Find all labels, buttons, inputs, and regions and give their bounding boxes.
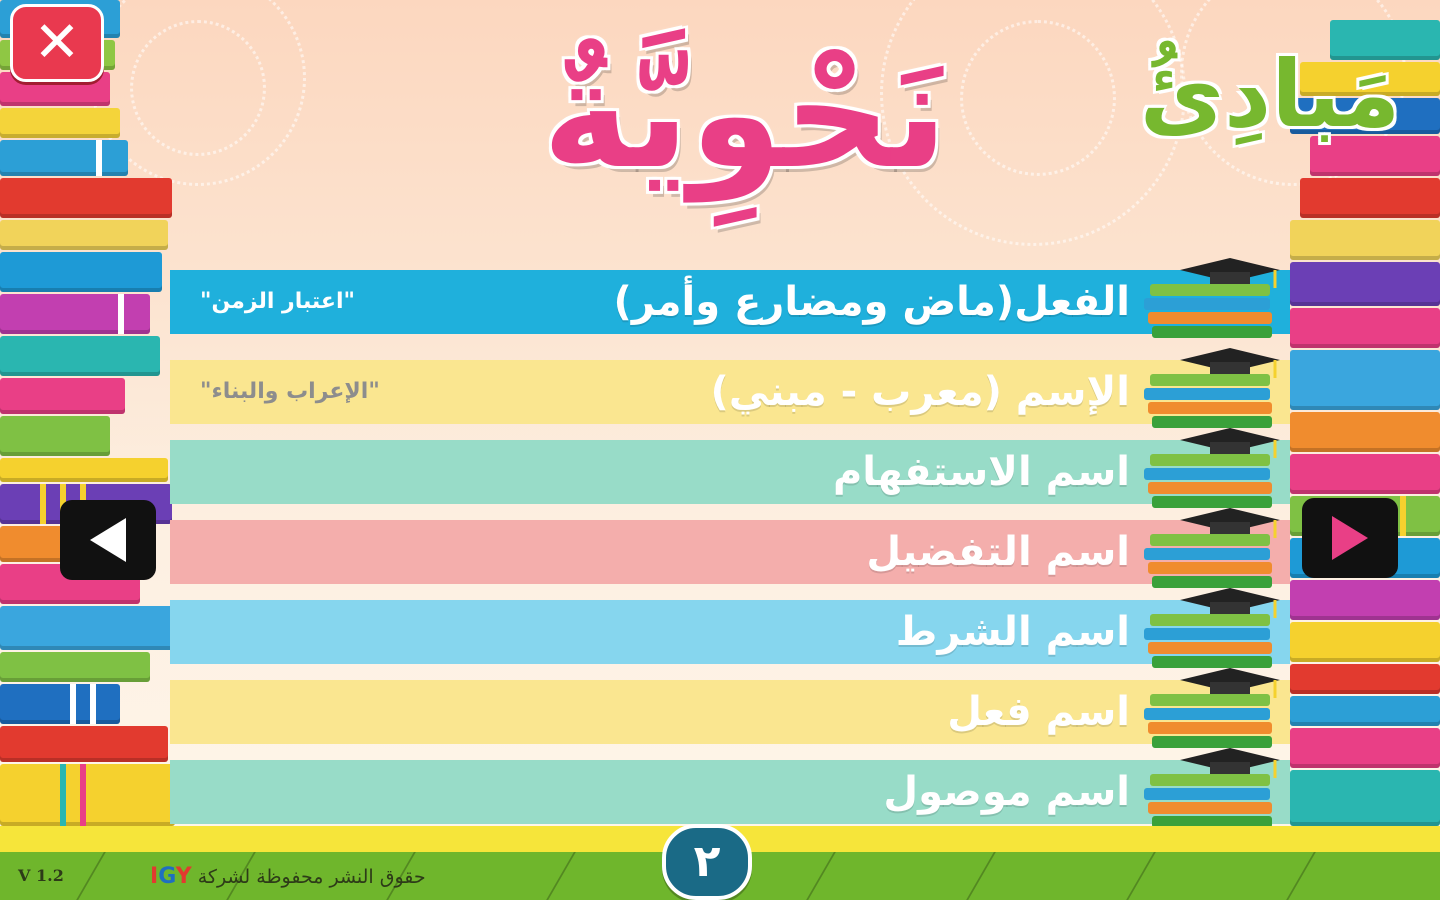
menu-item-label: اسم الاستفهام (832, 449, 1130, 495)
page-number-badge: ٢ (662, 824, 752, 900)
graduation-books-icon (1140, 506, 1290, 590)
arrow-left-icon (90, 518, 126, 562)
menu-item[interactable] (170, 520, 1290, 584)
close-button[interactable] (10, 4, 104, 82)
left-book-stack (0, 0, 175, 830)
menu-item[interactable] (170, 680, 1290, 744)
menu-item[interactable] (170, 760, 1290, 824)
menu-item-note: "اعتبار الزمن" (200, 289, 355, 314)
prev-page-button[interactable] (60, 500, 156, 580)
menu-item[interactable] (170, 600, 1290, 664)
arrow-right-icon (1332, 516, 1368, 560)
graduation-books-icon (1140, 346, 1290, 430)
next-page-button[interactable] (1302, 498, 1398, 578)
menu-item[interactable] (170, 440, 1290, 504)
page-subtitle: مَبادِئُ (1139, 41, 1401, 148)
menu-item-label: اسم فعل (947, 689, 1130, 735)
graduation-books-icon (1140, 586, 1290, 670)
menu-item-label: اسم التفضيل (866, 529, 1130, 575)
close-icon: ✕ (33, 10, 81, 75)
menu-item[interactable] (170, 270, 1290, 334)
menu-item-label: الإسم (معرب - مبني) (710, 369, 1130, 415)
menu-item[interactable] (170, 360, 1290, 424)
menu-item-note: "الإعراب والبناء" (200, 379, 380, 404)
graduation-books-icon (1140, 746, 1290, 830)
menu-item-label: الفعل(ماض ومضارع وأمر) (613, 279, 1130, 325)
graduation-books-icon (1140, 666, 1290, 750)
brand-logo: IGY (150, 864, 192, 889)
page-title: نَحْوِيَّةٌ (542, 28, 948, 202)
graduation-books-icon (1140, 426, 1290, 510)
version-label: V 1.2 (18, 866, 64, 885)
graduation-books-icon (1140, 256, 1290, 340)
copyright-label: حقوق النشر محفوظة لشركة (197, 866, 426, 888)
menu-item-label: اسم موصول (883, 769, 1130, 815)
copyright-text (150, 864, 426, 890)
menu-item-label: اسم الشرط (895, 609, 1130, 655)
